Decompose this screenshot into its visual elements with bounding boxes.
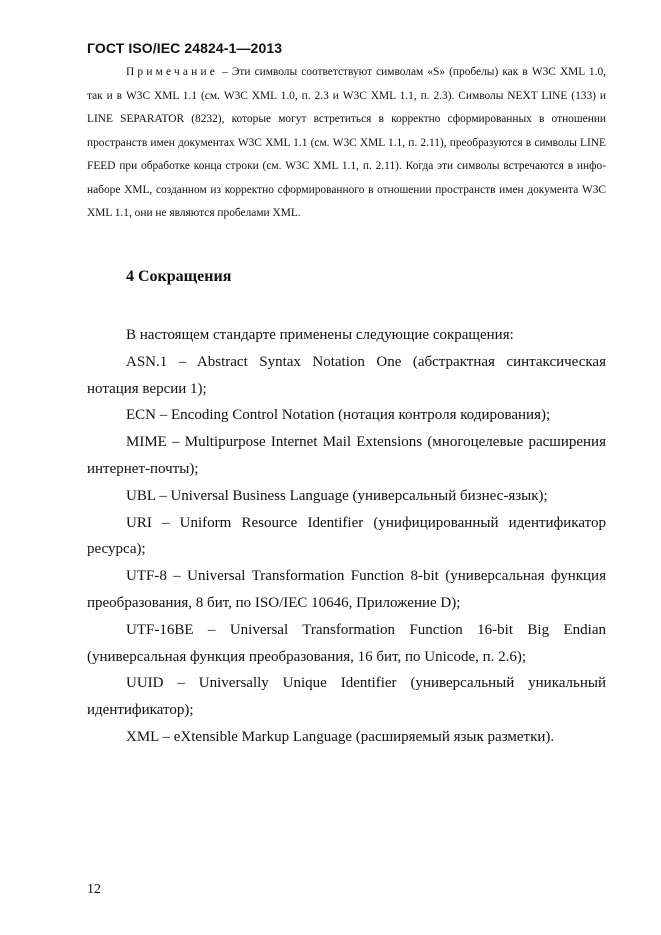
intro-paragraph: В настоящем стандарте применены следующие сокращения: [126,327,514,343]
note-text: – Эти символы соответствуют символам «S» (пробелы) как в W3C XML 1.0, так и в W3C XML 1.1 (см. W3C XML 1.0, п. 2.3 и W3C XML 1.1, п. 2.3). Символы NEXT LINE (133) и LINE SEPARATOR (8232), которые могут встретиться в корректно сформированных в отношении пространств имен документах W3C XML 1.1 (см. W3C XML 1.1, п. 2.11), преобразуются в символы LINE FEED при обработке конца строки (см. W3C XML 1.1, п. 2.11). Когда эти символы встречаются в инфо-наборе XML, созданном из корректно сформированного в отношении пространств имен документа W3C XML 1.1, они не являются пробелами XML. [87,66,606,219]
document-header: ГОСТ ISO/IEC 24824-1—2013 [87,40,283,56]
abbreviation-item: ECN – Encoding Control Notation (нотация контроля кодирования); [126,407,551,424]
page-number: 12 [87,882,101,897]
abbreviation-item: MIME – Multipurpose Internet Mail Extensions (многоцелевые расширения интернет-почты); [87,434,606,477]
abbreviations-section [87,322,606,751]
section-heading: 4 Сокращения [126,268,232,285]
abbreviation-item: UTF-8 – Universal Transformation Function 8-bit (универсальная функция преобразования, 8 бит, по ISO/IEC 10646, Приложение D); [87,568,606,611]
abbreviation-item: ASN.1 – Abstract Syntax Notation One (абстрактная синтаксическая нотация версии 1); [87,353,606,397]
abbreviation-item: URI – Uniform Resource Identifier (унифицированный идентификатор ресурса); [87,514,606,558]
note-label: Примечание [126,66,219,78]
abbreviation-item: XML – eXtensible Markup Language (расширяемый язык разметки). [126,728,555,745]
abbreviation-item: UTF-16BE – Universal Transformation Function 16-bit Big Endian (универсальная функция преобразования, 16 бит, по Unicode, п. 2.6); [87,621,606,665]
abbreviation-item: UUID – Universally Unique Identifier (универсальный уникальный идентификатор); [87,675,606,719]
note-paragraph [87,61,606,226]
abbreviation-item: UBL – Universal Business Language (универсальный бизнес-язык); [126,487,548,504]
